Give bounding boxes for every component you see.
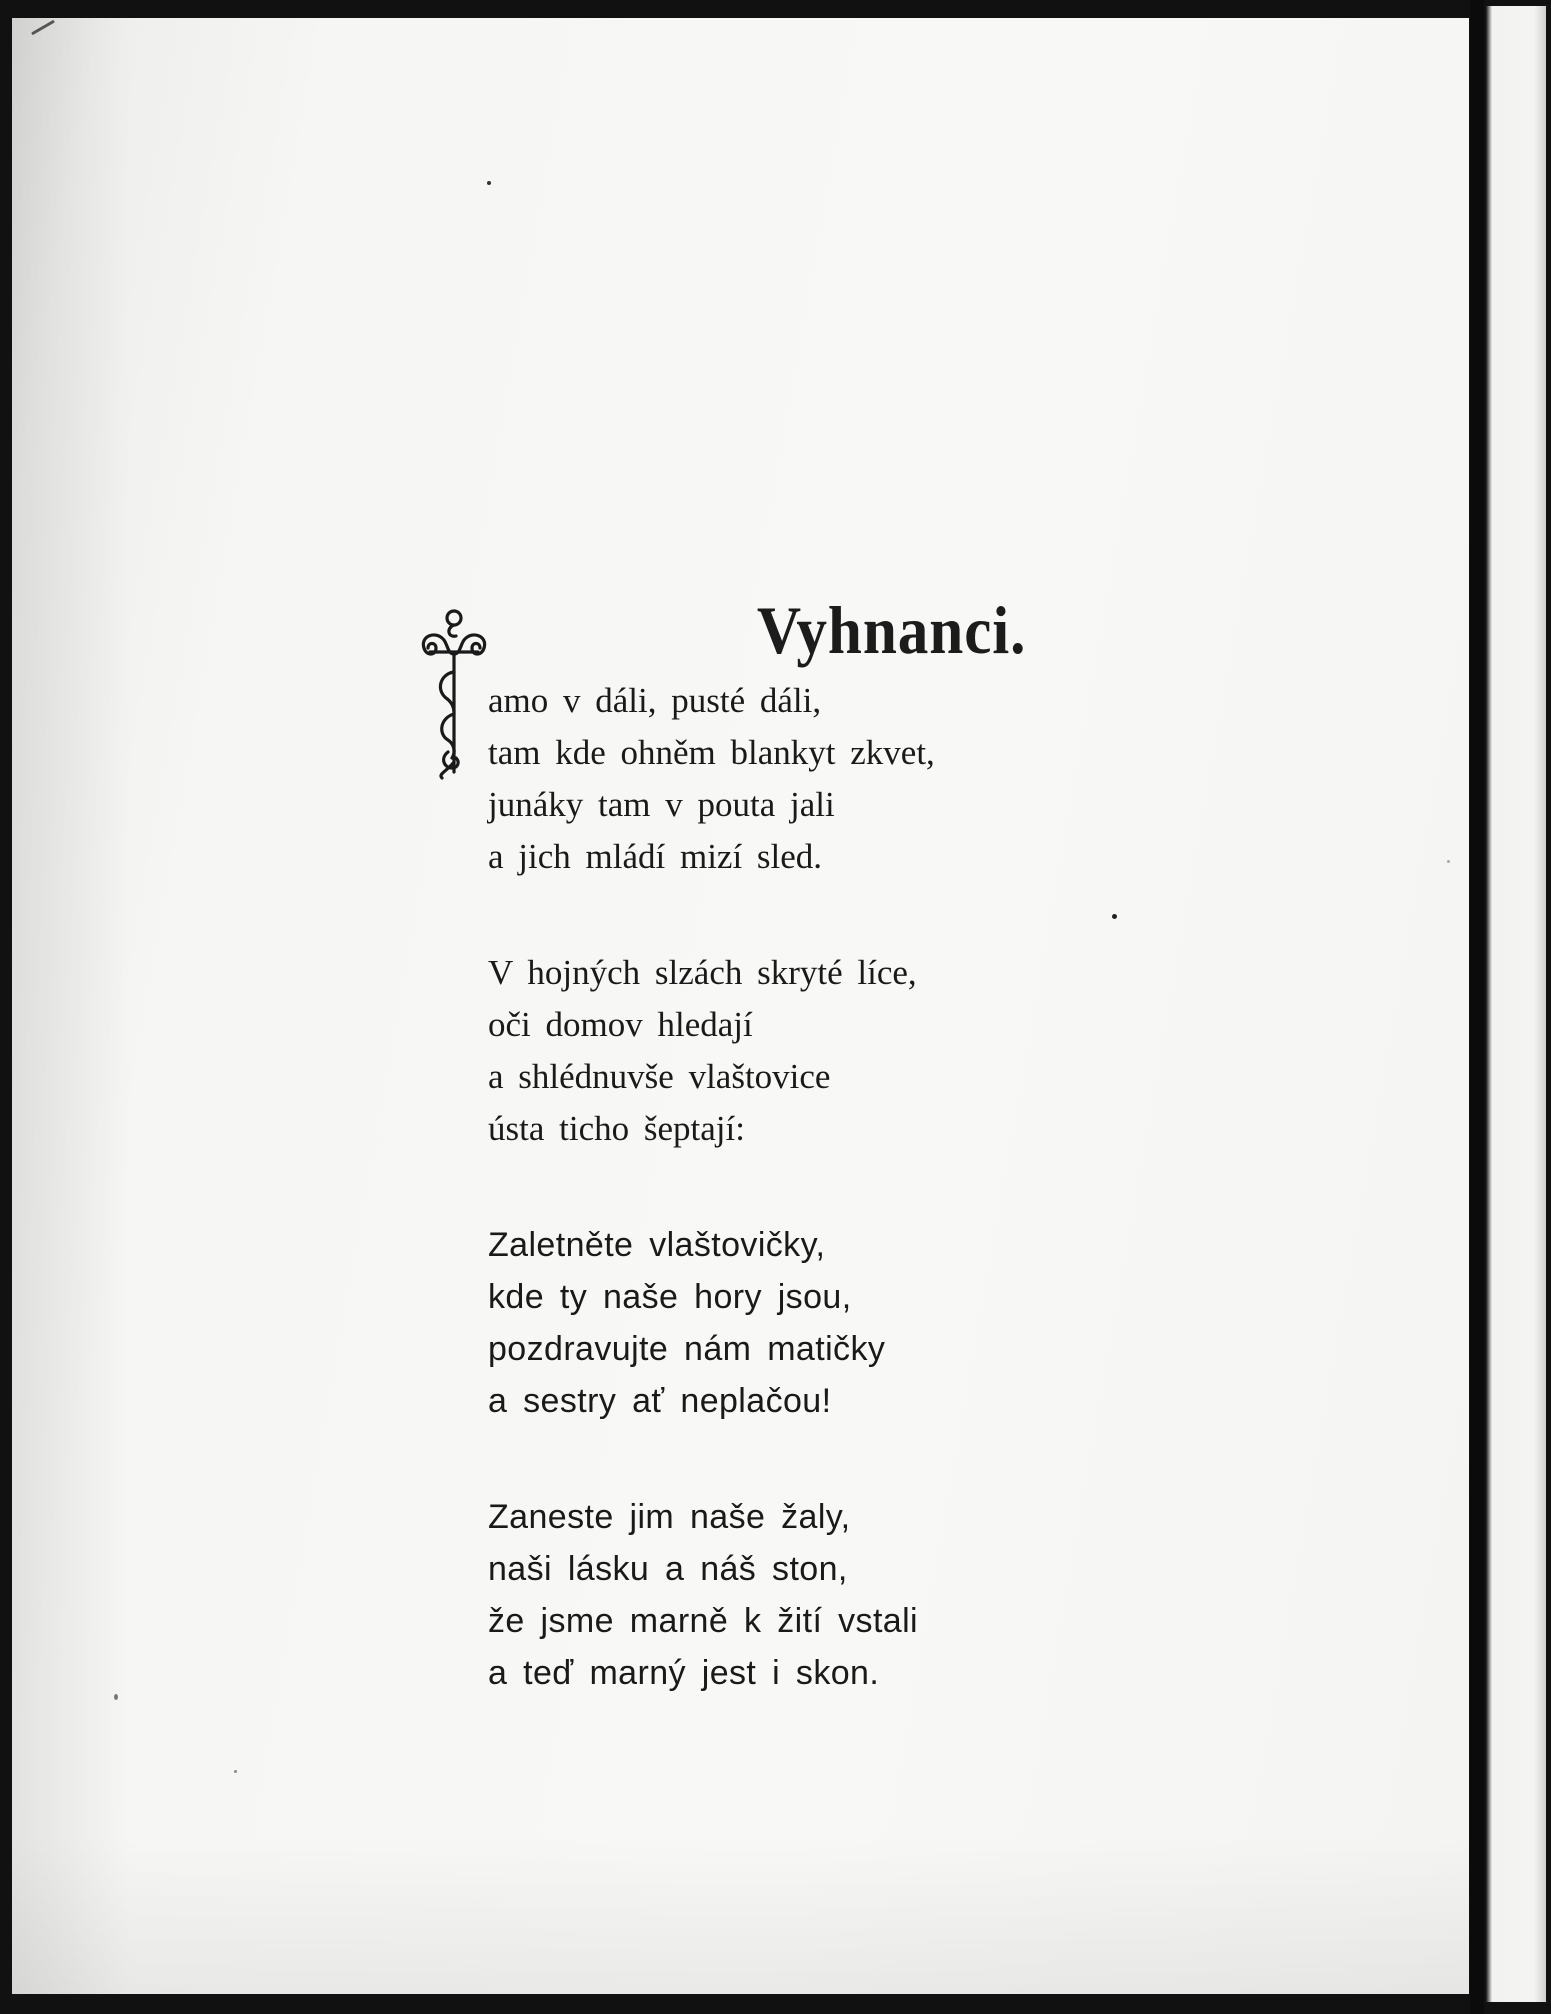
poem-line: Zaletněte vlaštovičky, (488, 1226, 826, 1264)
poem-title (135, 591, 1531, 670)
poem-line: junáky tam v pouta jali (488, 785, 835, 824)
dust-speck (1112, 914, 1117, 919)
poem-line: Zaneste jim naše žaly, (488, 1498, 851, 1536)
poem-line: kde ty naše hory jsou, (488, 1278, 852, 1316)
poem-line: tam kde ohněm blankyt zkvet, (488, 733, 935, 772)
page-shadow-bottom (12, 1834, 1469, 1994)
stanza-2 (488, 947, 935, 1155)
poem-line: naši lásku a náš ston, (488, 1550, 848, 1588)
stanza-1 (488, 675, 935, 883)
poem-line: pozdravujte nám matičky (488, 1330, 886, 1368)
poem-line: že jsme marně k žití vstali (488, 1602, 919, 1640)
poem-line: amo v dáli, pusté dáli, (488, 681, 822, 720)
poem-line: ústa ticho šeptají: (488, 1109, 745, 1148)
page-gutter (1470, 0, 1484, 2014)
poem-line: a teď marný jest i skon. (488, 1654, 880, 1692)
poem-line: oči domov hledají (488, 1005, 753, 1044)
stanza-4 (488, 1491, 935, 1699)
poem-body (488, 675, 935, 1763)
poem-line: a sestry ať neplačou! (488, 1382, 832, 1420)
dust-speck (234, 1770, 237, 1773)
poem-line: a shlédnuvše vlaštovice (488, 1057, 831, 1096)
ornamental-dropcap (418, 602, 490, 780)
stanza-3 (488, 1219, 935, 1427)
poem-title-text: Vyhnanci. (756, 591, 1027, 668)
poem-line: V hojných slzách skryté líce, (488, 953, 917, 992)
dust-speck (487, 181, 491, 185)
next-page-edge (1486, 6, 1546, 2002)
dust-speck (114, 1694, 118, 1700)
dust-speck (1447, 860, 1450, 863)
poem-line: a jich mládí mizí sled. (488, 837, 823, 876)
